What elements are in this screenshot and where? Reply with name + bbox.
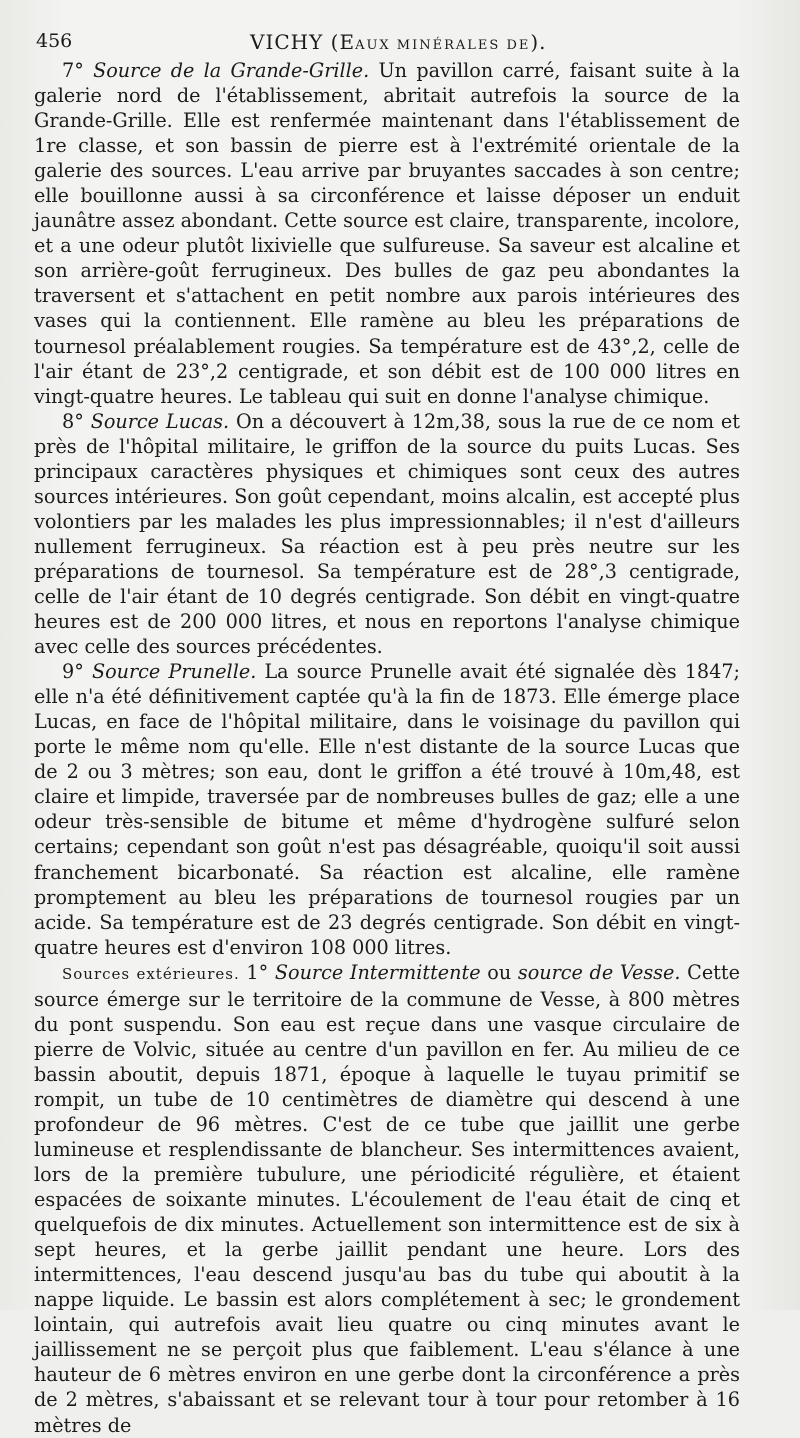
running-head bbox=[250, 30, 547, 54]
item-title: Source Lucas. bbox=[90, 409, 230, 433]
body-text bbox=[34, 58, 740, 1438]
item-title: Source Intermittente bbox=[274, 960, 481, 984]
item-number: 1° bbox=[246, 960, 269, 984]
item-title: Source de la Grande-Grille. bbox=[93, 59, 370, 82]
item-number: 9° bbox=[62, 660, 84, 684]
item-number: 7° bbox=[62, 59, 84, 82]
item-title: Source Prunelle. bbox=[91, 660, 257, 684]
running-head-main: VICHY (E bbox=[250, 30, 356, 54]
running-head-end: ). bbox=[530, 30, 547, 54]
paragraph-body: On a découvert à 12m,38, sous la rue de ce nom et près de l'hôpital militaire, le griffon de la source du puits Lucas. Ses principaux caractères physiques et chimiques sont ceux des autres sources intérieures. Son goût cependant, moins alcalin, est accepté plus volontiers par les malades les plus impressionnables; il n'est d'ailleurs nullement ferrugineux. Sa réaction est à peu près neutre sur les préparations de tournesol. Sa température est de 28°,3 centigrade, celle de l'air étant de 10 degrés centigrade. Son débit en vingt-quatre heures est de 200 000 litres, et nous en reportons l'analyse chimique avec celle des sources précédentes. bbox=[34, 409, 740, 659]
title-connector: ou bbox=[487, 960, 512, 984]
item-title-alt: source de Vesse. bbox=[517, 960, 681, 984]
paragraph-lucas bbox=[34, 409, 740, 659]
section-label: Sources extérieures. bbox=[62, 964, 240, 983]
paragraph-body: Un pavillon carré, faisant suite à la galerie nord de l'établissement, abritait autrefois la source de la Grande-Grille. Elle est renfermée maintenant dans l'établissement de 1re classe, et son bassin de pierre est à l'extrémité orientale de la galerie des sources. L'eau arrive par bruyantes saccades à son centre; elle bouillonne aussi à sa circonférence et laisse déposer un enduit jaunâtre assez abondant. Cette source est claire, transparente, incolore, et a une odeur plutôt lixivielle que sulfureuse. Sa saveur est alcaline et son arrière-goût ferrugineux. Des bulles de gaz peu abondantes la traversent et s'attachent en petit nombre aux parois intérieures des vases qui la contiennent. Elle ramène au bleu les préparations de tournesol préalablement rougies. Sa température est de 43°,2, celle de l'air étant de 23°,2 centigrade, et son débit est de 100 000 litres en vingt-quatre heures. Le tableau qui suit en donne l'analyse chimique. bbox=[34, 59, 740, 408]
paragraph-body: La source Prunelle avait été signalée dès 1847; elle n'a été définitivement captée qu'à la fin de 1873. Elle émerge place Lucas, en face de l'hôpital militaire, dans le voisinage du pavillon qui porte le même nom qu'elle. Elle n'est distante de la source Lucas que de 2 ou 3 mètres; son eau, dont le griffon a été trouvé à 10m,48, est claire et limpide, traversée par de nombreuses bulles de gaz; elle a une odeur très-sensible de bitume et même d'hydrogène sulfuré selon certains; cependant son goût n'est pas désagréable, quoiqu'il soit aussi franchement bicarbonaté. Sa réaction est alcaline, elle ramène promptement au bleu les préparations de tournesol rougies par un acide. Sa température est de 23 degrés centigrade. Son débit en vingt-quatre heures est d'environ 108 000 litres. bbox=[34, 660, 740, 959]
paragraph-prunelle bbox=[34, 659, 740, 960]
item-number: 8° bbox=[62, 409, 84, 433]
page-header bbox=[36, 30, 756, 56]
running-head-small: AUX MINÉRALES DE bbox=[355, 38, 531, 53]
page-number: 456 bbox=[36, 30, 73, 52]
paragraph-intermittente bbox=[34, 960, 740, 1438]
paragraph-body: Cette source émerge sur le territoire de la commune de Vesse, à 800 mètres du pont suspendu. Son eau est reçue dans une vasque circulaire de pierre de Volvic, située au centre d'un pavillon en fer. Au milieu de ce bassin aboutit, depuis 1871, époque à laquelle le tuyau primitif se rompit, un tube de 10 centimètres de diamètre qui descend à une profondeur de 96 mètres. C'est de ce tube que jaillit une gerbe lumineuse et resplendissante de blancheur. Ses intermittences avaient, lors de la première tubulure, une périodicité régulière, et étaient espacées de soixante minutes. L'écoulement de l'eau était de cinq et quelquefois de dix minutes. Actuellement son intermittence est de six à sept heures, et la gerbe jaillit pendant une heure. Lors des intermittences, l'eau descend jusqu'au bas du tube qui aboutit à la nappe liquide. Le bassin est alors complétement à sec; le grondement lointain, qui autrefois avait lieu quatre ou cinq minutes avant le jaillissement ne se perçoit plus que faiblement. L'eau s'élance à une hauteur de 6 mètres environ en une gerbe dont la circonférence a près de 2 mètres, s'abaissant et se relevant tour à tour pour retomber à 16 mètres de bbox=[34, 960, 740, 1437]
paragraph-grande-grille bbox=[34, 58, 740, 409]
